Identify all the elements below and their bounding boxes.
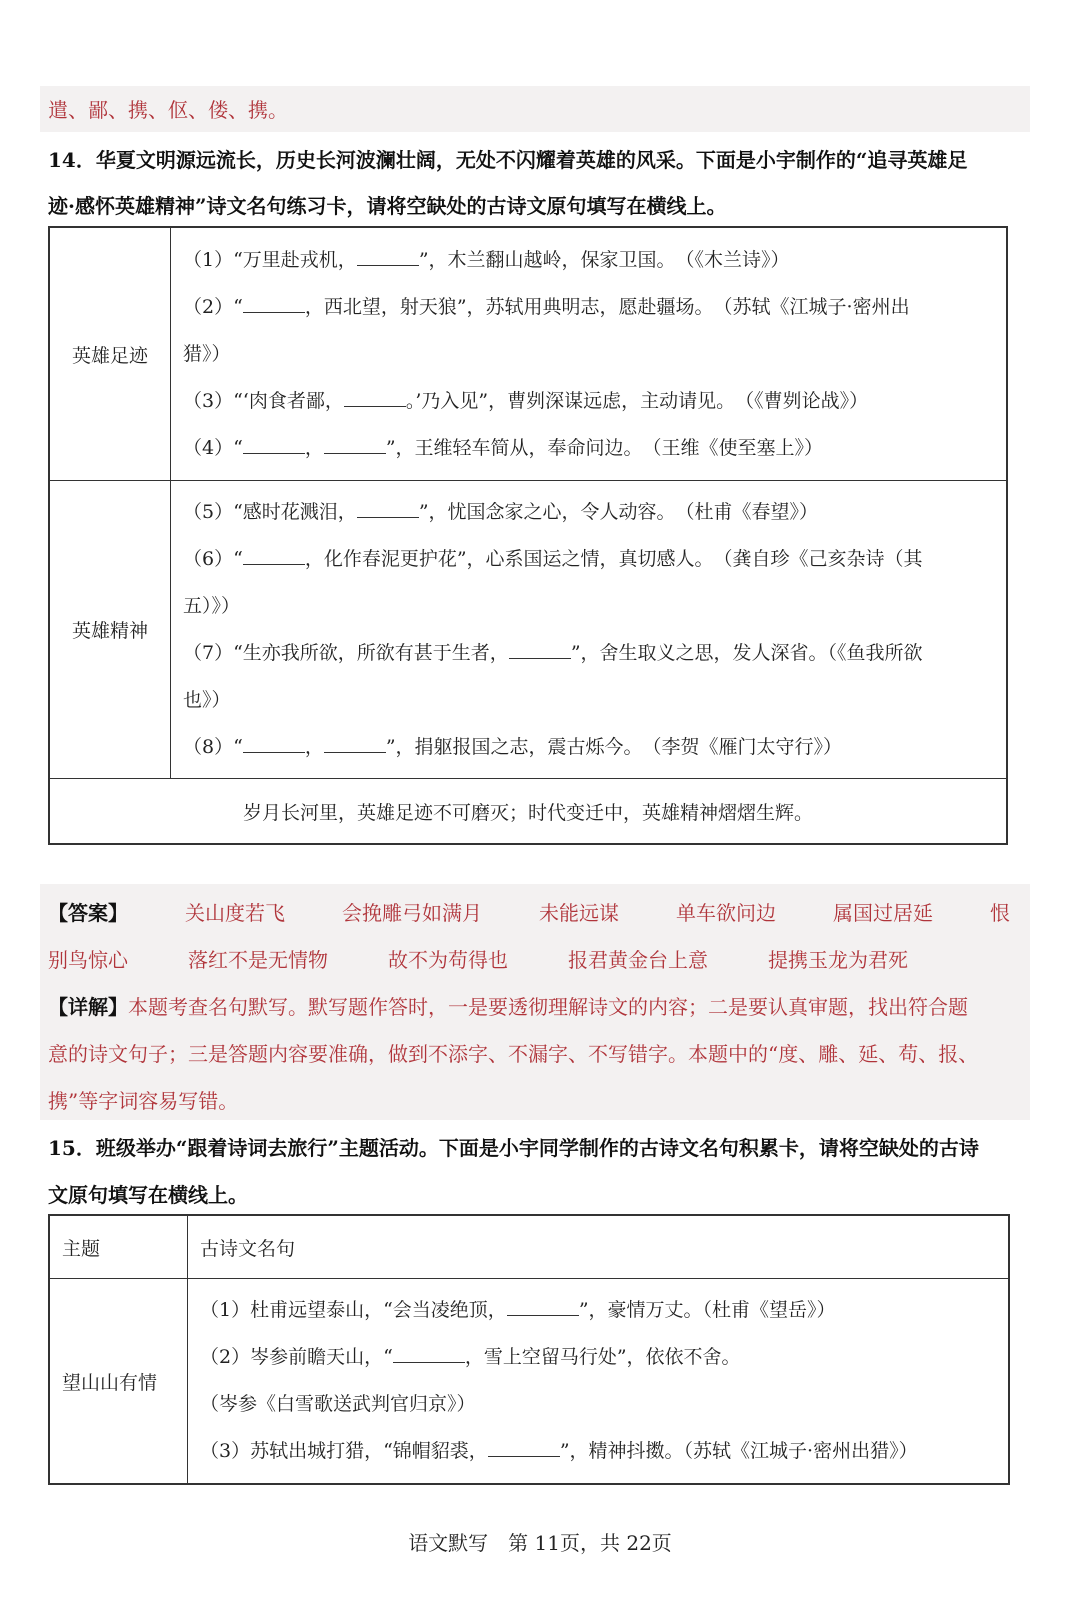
answer-blank[interactable]	[344, 384, 406, 407]
row-mountain-items	[188, 1279, 1010, 1485]
q14-item-3: （3）“‘肉食者鄙， 。’乃入见”，曹刿深谋远虑，主动请见。 （《曹刿论战》）	[183, 378, 994, 425]
answer-blank[interactable]	[324, 431, 386, 454]
answer-item: 落红不是无情物	[188, 948, 328, 972]
header-theme: 主题	[49, 1215, 188, 1279]
q14-item-1: （1）“万里赴戎机， ”，木兰翻山越岭，保家卫国。 （《木兰诗》）	[183, 237, 994, 284]
section-label-heroic-spirit: 英雄精神	[49, 481, 171, 779]
q15-item-2-cont: （岑参《白雪歌送武判官归京》）	[200, 1393, 476, 1415]
q14-item-4: （4）“ ， ”，王维轻车简从，奉命问边。 （王维《使至塞上》）	[183, 425, 994, 472]
q15-line-2: 文原句填写在横线上。	[48, 1183, 248, 1207]
q14-item-6: （6）“ ，化作春泥更护花”，心系国运之情，真切感人。 （龚自珍《己亥杂诗（其	[183, 536, 994, 583]
q14-item-7-cont: 也》）	[183, 688, 231, 711]
answer-item: 恨	[990, 901, 1010, 925]
q14-line-2: 迹·感怀英雄精神”诗文名句练习卡，请将空缺处的古诗文原句填写在横线上。	[48, 194, 727, 218]
answer-blank[interactable]	[243, 542, 305, 565]
answer-label: 【答案】	[48, 901, 128, 925]
q14-item-6-cont: 五）》）	[183, 594, 241, 617]
card-footer-row: 岁月长河里，英雄足迹不可磨灭；时代变迁中，英雄精神熠熠生辉。	[49, 779, 1007, 845]
answer-item: 会挽雕弓如满月	[342, 901, 482, 925]
section-heroic-spirit	[171, 481, 1008, 779]
section-heroic-footsteps	[171, 227, 1008, 481]
q14-item-2: （2）“ ，西北望，射天狼”，苏轼用典明志，愿赴疆场。 （苏轼《江城子·密州出	[183, 284, 994, 331]
q15-accumulation-card	[48, 1214, 1010, 1485]
answer-item: 别鸟惊心	[48, 948, 128, 972]
answer-blank[interactable]	[324, 730, 386, 753]
answer-line-2	[48, 944, 908, 973]
answer-tail-text: 遣、鄙、携、伛、偻、携。	[48, 98, 288, 122]
header-poem-lines: 古诗文名句	[188, 1215, 1010, 1279]
answer-blank[interactable]	[393, 1340, 465, 1363]
q14-item-5: （5）“感时花溅泪， ”，忧国念家之心，令人动容。 （杜甫《春望》）	[183, 489, 994, 536]
detail-line-3: 携”等字词容易写错。	[48, 1089, 239, 1113]
answer-item: 属国过居延	[833, 901, 933, 925]
q14-item-8: （8）“ ， ”，捐躯报国之志，震古烁今。 （李贺《雁门太守行》）	[183, 724, 994, 771]
answer-line-1	[48, 897, 1010, 926]
q14-item-7: （7）“生亦我所欲，所欲有甚于生者， ”，舍生取义之思，发人深省。（《鱼我所欲	[183, 630, 994, 677]
page-footer: 语文默写 第 11页，共 22页	[408, 1531, 672, 1555]
q15-line-1: 15．班级举办“跟着诗词去旅行”主题活动。下面是小宇同学制作的古诗文名句积累卡，请将空缺处的古诗	[48, 1136, 979, 1160]
q14-line-1: 14．华夏文明源远流长，历史长河波澜壮阔，无处不闪耀着英雄的风采。下面是小宇制作的“追寻英雄足	[48, 148, 968, 172]
detail-line-2: 意的诗文句子；三是答题内容要准确，做到不添字、不漏字、不写错字。本题中的“度、雕、延、苟、报、	[48, 1042, 979, 1066]
answer-blank[interactable]	[357, 243, 419, 266]
answer-blank[interactable]	[243, 290, 305, 313]
answer-item: 故不为苟得也	[388, 948, 508, 972]
answer-blank[interactable]	[509, 636, 571, 659]
answer-blank[interactable]	[357, 495, 419, 518]
section-label-heroic-footsteps: 英雄足迹	[49, 227, 171, 481]
answer-blank[interactable]	[243, 431, 305, 454]
answer-item: 报君黄金台上意	[568, 948, 708, 972]
answer-blank[interactable]	[243, 730, 305, 753]
answer-item: 关山度若飞	[185, 901, 285, 925]
q14-practice-card	[48, 226, 1008, 845]
q15-item-1: （1）杜甫远望泰山，“会当凌绝顶， ”，豪情万丈。（杜甫《望岳》）	[200, 1287, 996, 1334]
q15-item-2: （2）岑参前瞻天山，“ ，雪上空留马行处”，依依不舍。	[200, 1334, 996, 1381]
detail-label: 【详解】	[48, 995, 128, 1019]
answer-item: 提携玉龙为君死	[768, 948, 908, 972]
answer-blank[interactable]	[507, 1293, 579, 1316]
answer-item: 未能远谋	[539, 901, 619, 925]
q15-item-3: （3）苏轼出城打猎，“锦帽貂裘， ”，精神抖擞。（苏轼《江城子·密州出猎》）	[200, 1428, 996, 1475]
answer-item: 单车欲问边	[676, 901, 776, 925]
detail-line-1: 【详解】本题考查名句默写。默写题作答时，一是要透彻理解诗文的内容；二是要认真审题，找出符合题	[48, 995, 968, 1019]
row-label-mountain: 望山山有情	[49, 1279, 188, 1485]
q14-item-2-cont: 猎》）	[183, 342, 231, 365]
answer-blank[interactable]	[488, 1434, 560, 1457]
